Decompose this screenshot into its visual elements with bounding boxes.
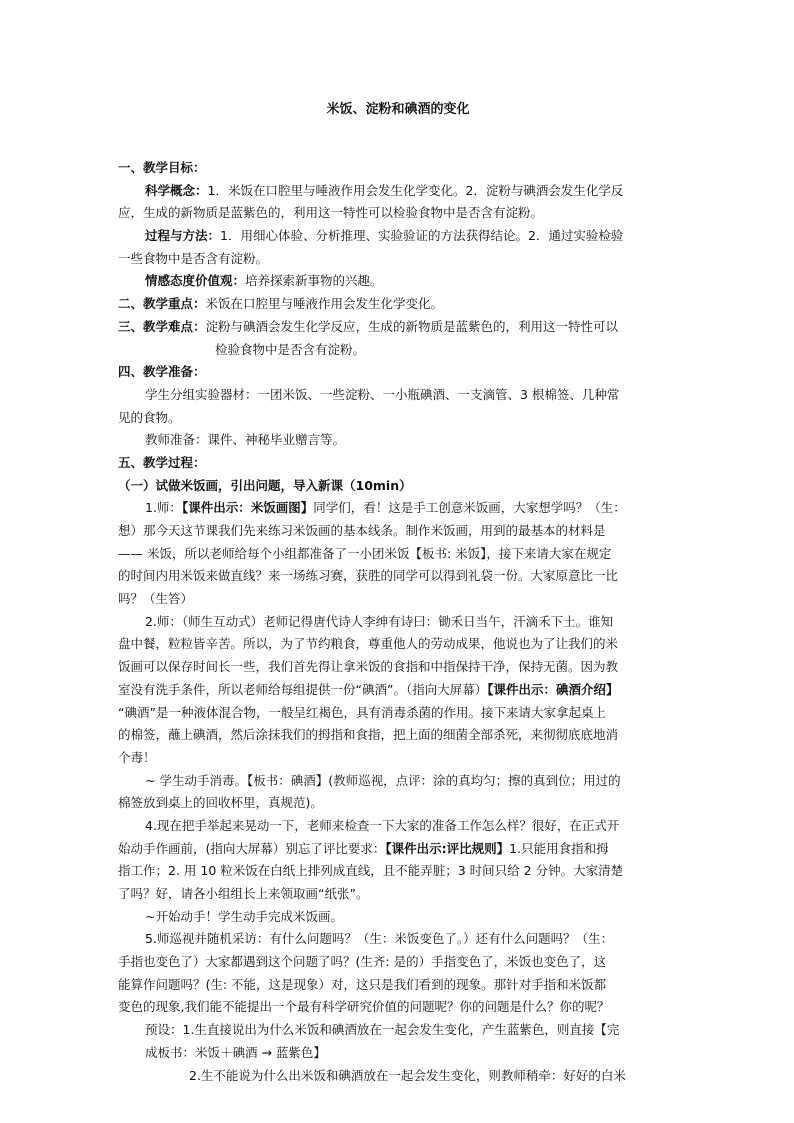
text-run: 检验食物中是否含有淀粉。 [215,341,366,357]
text-line [118,565,678,588]
text-line [118,452,678,475]
text-run: 2.生不能说为什么出米饭和碘酒放在一起会发生变化，则教师稍牵：好好的白米 [189,1067,626,1083]
text-run: 1.只能用食指和拇 [509,840,609,856]
bold-text: 【课件出示：碘酒介绍】 [487,681,619,697]
text-run: 饭画可以保存时间长一些，我们首先得让拿米饭的食指和中指保持干净，保持无菌。因为教 [118,659,619,675]
text-run: ~开始动手！学生动手完成米饭画。 [145,908,343,924]
text-line [118,656,678,679]
bold-text: 【课件出示：米饭画图】 [181,500,314,516]
text-line [118,633,678,656]
text-run: 了吗？好，请各小组组长上来领取画“纸张”。 [118,886,369,901]
bold-text: 二、教学重点： [118,296,206,312]
text-run: 见的食物。 [118,409,181,425]
text-run: 应，生成的新物质是蓝紫色的，利用这一特性可以检验食物中是否含有淀粉。 [118,205,544,221]
text-line [118,724,678,747]
text-run: 成板书：米饭＋碘酒 → 蓝紫色】 [145,1044,326,1060]
text-run: 的时间内用米饭来做直线？来一场练习赛，获胜的同学可以得到礼袋一份。大家原意比一比 [118,568,619,584]
text-run: 棉签放到桌上的回收杯里，真规范)。 [118,795,323,811]
text-line [118,747,678,770]
document-body [118,157,678,1087]
text-line [118,361,678,384]
text-run: 教师准备：课件、神秘毕业赠言等。 [145,432,346,448]
text-run: 手指也变色了）大家都遇到这个问题了吗？(生齐: 是的）手指变色了，米饭也变色了，这 [118,954,607,970]
text-line [118,520,678,543]
text-run: 预设：1.生直接说出为什么米饭和碘酒放在一起会发生变化，产生蓝紫色，则直接【完 [145,1022,620,1038]
text-run: 1．用细心体验、分析推理、实验验证的方法获得结论。2．通过实验检验 [220,228,624,244]
text-line [118,679,678,702]
text-line [118,815,678,838]
text-line [118,384,678,407]
text-line [118,225,678,248]
text-line [118,339,678,362]
text-run: 想）那今天这节课我们先来练习米饭画的基本线条。制作米饭画，用到的最基本的材料是 [118,523,606,538]
text-run: 变色的现象,我们能不能提出一个最有科学研究价值的问题呢？你的问题是什么？你的呢？ [118,999,610,1015]
text-line [118,248,678,271]
bold-text: （一）试做米饭画，引出问题，导入新课（10min） [118,477,412,493]
text-line [118,838,678,861]
text-line [118,293,678,316]
text-line [118,475,678,498]
text-line [118,951,678,974]
text-line [118,974,678,997]
text-line [118,611,678,634]
text-run: 米饭在口腔里与唾液作用会发生化学变化。 [205,296,444,312]
text-line [118,588,678,611]
bold-text: 三、教学难点： [118,318,206,334]
text-line [118,770,678,793]
bold-text: 四、教学准备： [118,364,206,380]
text-line [118,792,678,815]
text-line [118,860,678,883]
text-run: 1.师： [145,500,182,516]
text-line [118,270,678,293]
text-line [118,157,678,180]
bold-text: 科学概念： [145,182,208,198]
text-line [118,429,678,452]
text-line [118,1042,678,1065]
text-line [118,906,678,929]
text-run: 始动手作画前，(指向大屏幕）别忘了评比要求： [118,840,386,856]
text-line [118,180,678,203]
text-run: “碘酒”是一种液体混合物，一般呈红褐色，具有消毒杀菌的作用。接下来请大家拿起桌上 [118,704,606,720]
text-run: 能算作问题吗？(生: 不能，这是现象）对，这只是我们看到的现象。那针对手指和米饭都 [118,976,607,992]
bold-text: 【课件出示:评比规则】 [385,840,510,856]
text-run: 4.现在把手举起来晃动一下，老师来检查一下大家的准备工作怎么样？很好，在正式开 [145,817,620,833]
text-line [118,1065,678,1088]
text-line [118,883,678,906]
text-line [118,407,678,430]
text-run: 培养探索新事物的兴趣。 [245,273,383,289]
text-run: 5.师巡视并随机采访：有什么问题吗？（生：米饭变色了。）还有什么问题吗？（生： [145,931,614,947]
text-run: 一些食物中是否含有淀粉。 [118,250,269,266]
text-run: ~ 学生动手消毒。【板书：碘酒】(教师巡视，点评：涂的真均匀；擦的真到位；用过的 [145,772,621,788]
text-run: 淀粉与碘酒会发生化学反应，生成的新物质是蓝紫色的，利用这一特性可以 [205,318,619,334]
bold-text: 五、教学过程： [118,454,206,470]
text-run: 1．米饭在口腔里与唾液作用会发生化学变化。2．淀粉与碘酒会发生化学反 [207,182,624,198]
text-line [118,316,678,339]
bold-text: 情感态度价值观： [145,273,246,289]
text-line [118,202,678,225]
text-run: 室没有洗手条件，所以老师给每组提供一份“碘酒”。（指向大屏幕） [118,681,488,697]
text-run: 吗？（生答） [118,591,194,607]
text-line [118,1019,678,1042]
text-run: 的棉签，蘸上碘酒，然后涂抹我们的拇指和食指，把上面的细菌全部杀死，来彻彻底底地消 [118,727,619,743]
text-line [118,543,678,566]
text-run: 盘中餐，粒粒皆辛苦。所以，为了节约粮食，尊重他人的劳动成果，他说也为了让我们的米 [118,636,619,652]
text-line [118,497,678,520]
bold-text: 过程与方法： [145,228,221,244]
text-run: —— 米饭，所以老师给每个小组都准备了一小团米饭【板书: 米饭】，接下来请大家在规定 [118,545,612,561]
document-title: 米饭、淀粉和碘酒的变化 [326,102,470,117]
text-run: 学生分组实验器材：一团米饭、一些淀粉、一小瓶碘酒、一支滴管、3 根棉签、几种常 [145,386,620,402]
text-run: 个毒！ [118,749,156,765]
text-run: 同学们，看！这是手工创意米饭画，大家想学吗？（生： [313,500,626,516]
text-line [118,702,678,725]
text-line [118,996,678,1019]
text-run: 指工作；2. 用 10 粒米饭在白纸上排列成直线，且不能弄脏；3 时间只给 2 分钟。大家清楚 [118,863,624,879]
text-line [118,928,678,951]
text-run: 2.师：（师生互动式）老师记得唐代诗人李绅有诗曰：锄禾日当午，汗滴禾下土。谁知 [145,613,614,629]
bold-text: 一、教学目标： [118,160,206,175]
